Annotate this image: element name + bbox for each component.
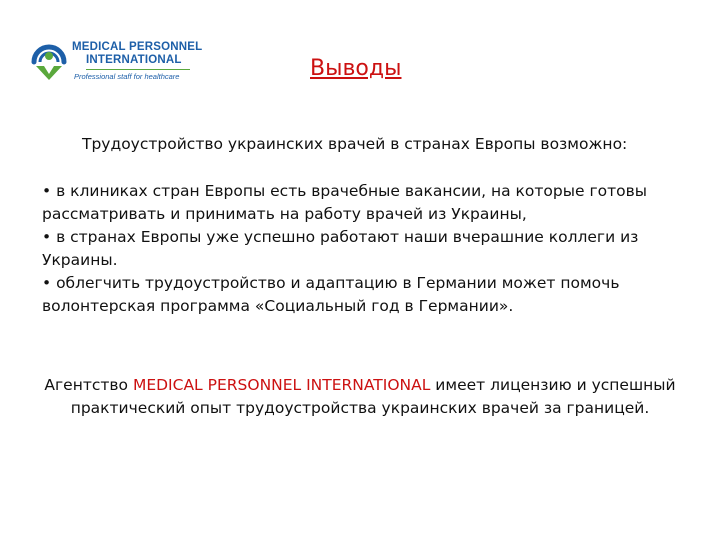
bullet-list: [42, 180, 682, 318]
bullet-item: • в странах Европы уже успешно работают наши вчерашние коллеги из Украины.: [42, 228, 639, 269]
logo-line2: INTERNATIONAL: [86, 54, 182, 66]
closing-prefix: Агентство: [44, 376, 133, 394]
logo-tagline: Professional staff for healthcare: [74, 72, 180, 81]
intro-text: Трудоустройство украинских врачей в странах Европы возможно:: [82, 135, 628, 153]
bullet-item: • облегчить трудоустройство и адаптацию в Германии может помочь волонтерская программа «Социальный год в Германии».: [42, 274, 620, 315]
closing-statement: [40, 374, 680, 420]
company-logo: [30, 38, 203, 88]
logo-line1: MEDICAL PERSONNEL: [72, 41, 203, 53]
brand-name: MEDICAL PERSONNEL INTERNATIONAL: [132, 376, 431, 394]
slide-title: Выводы: [310, 56, 402, 81]
bullet-item: • в клиниках стран Европы есть врачебные вакансии, на которые готовы рассматривать и принимать на работу врачей из Украины,: [42, 182, 647, 223]
person-icon: [30, 40, 68, 82]
closing-suffix: имеет лицензию и успешный практический опыт трудоустройства украинских врачей за границей.: [70, 376, 676, 417]
logo-divider: [86, 69, 190, 70]
